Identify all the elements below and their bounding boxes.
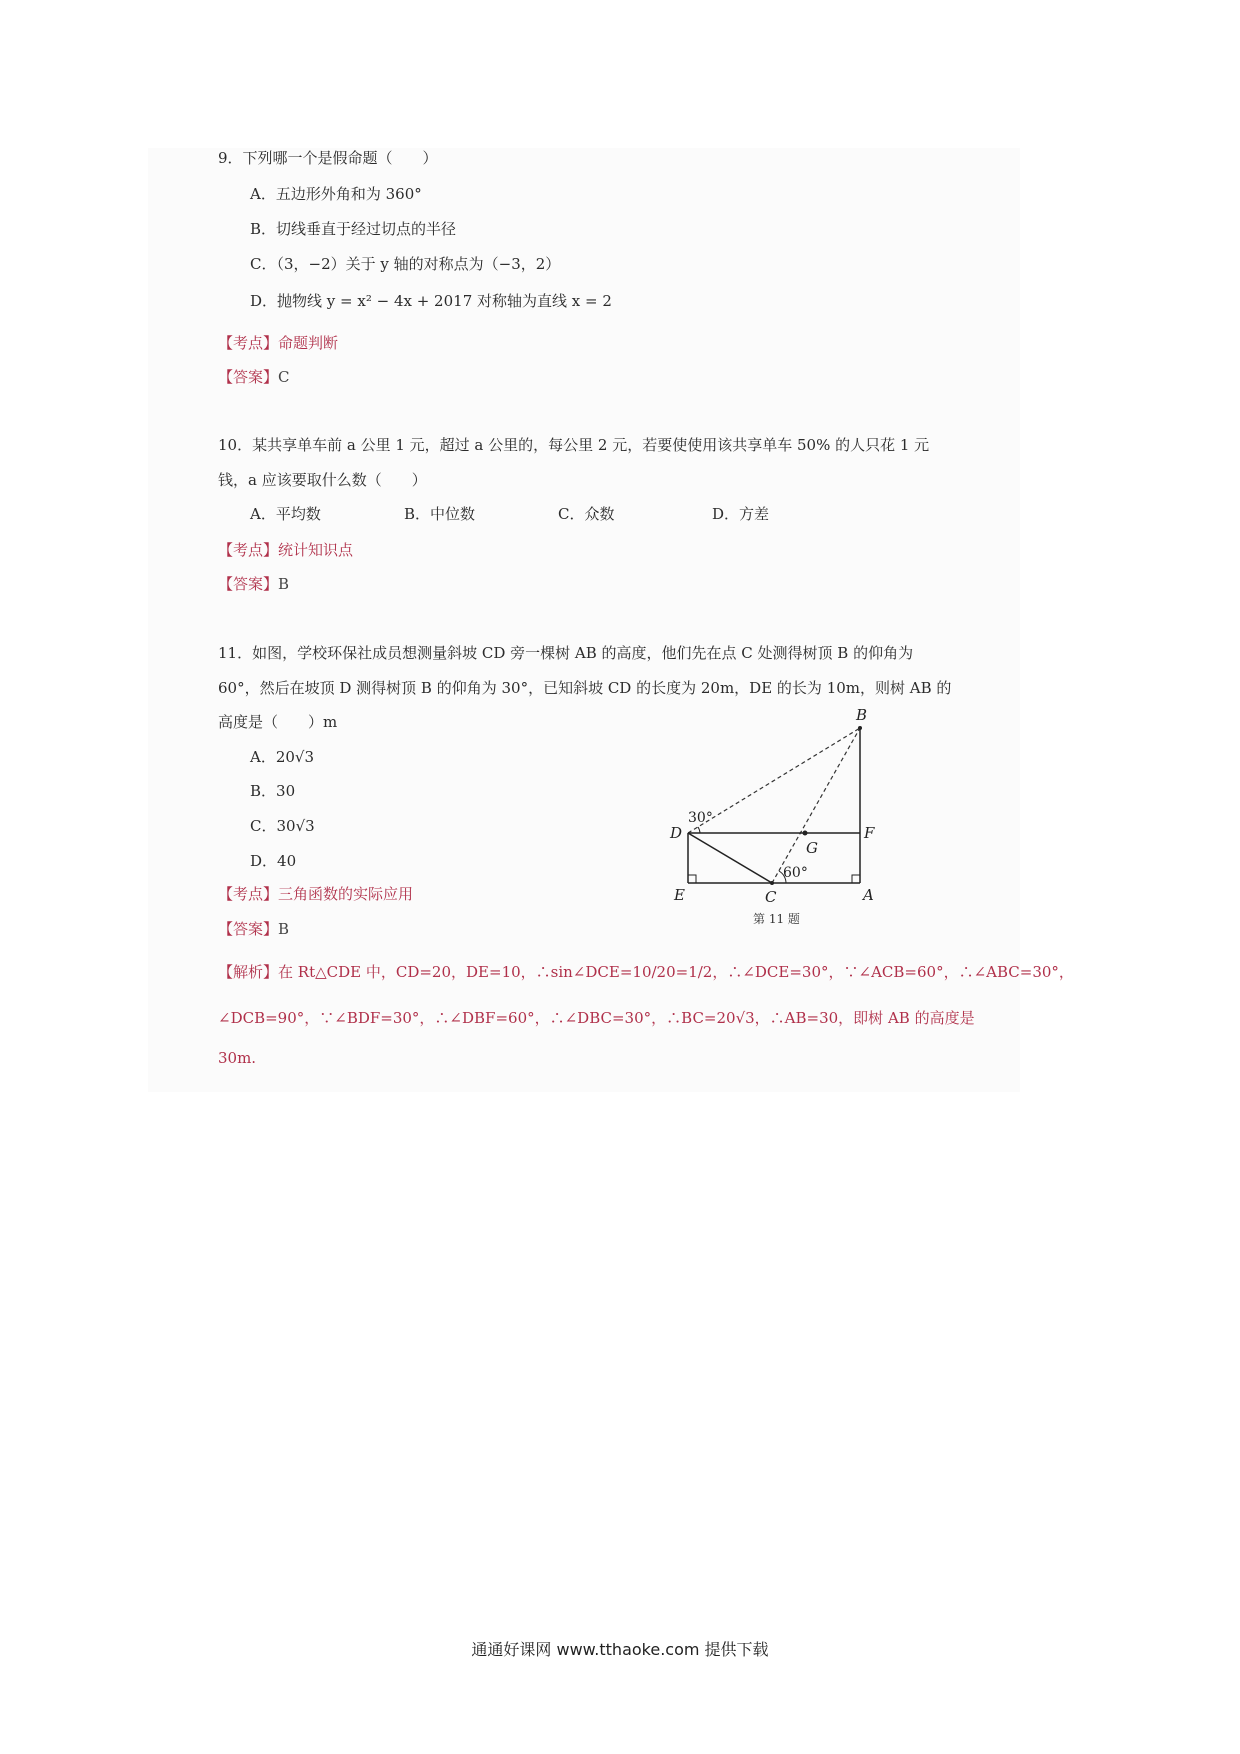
jiexi-tag: 【解析】 xyxy=(218,963,279,981)
line-cb xyxy=(772,728,860,883)
answer-value: B xyxy=(278,575,290,593)
answer-value: B xyxy=(278,920,290,938)
line-db xyxy=(688,728,860,833)
answer-value: C xyxy=(278,368,290,386)
q9-option-a: A．五边形外角和为 360° xyxy=(250,185,422,203)
label-d: D xyxy=(670,824,683,842)
q9-stem: 9．下列哪一个是假命题（ ） xyxy=(218,149,438,167)
angle-label-30: 30° xyxy=(688,810,713,826)
kaodian-tag: 【考点】 xyxy=(218,541,279,559)
q9-kaodian xyxy=(218,333,338,353)
q11-jiexi-line2: ∠DCB=90°，∵∠BDF=30°，∴∠DBF=60°，∴∠DBC=30°，∴BC=20√3，∴AB=30，即树 AB 的高度是 xyxy=(218,1009,975,1027)
label-g: G xyxy=(806,839,818,857)
point-c xyxy=(770,881,774,885)
angle-label-60: 60° xyxy=(783,865,808,881)
answer-tag: 【答案】 xyxy=(218,920,279,938)
scanned-page xyxy=(148,148,1020,1092)
right-angle-e xyxy=(688,875,696,883)
q10-answer xyxy=(218,574,289,594)
q11-option-d: D．40 xyxy=(250,852,297,870)
q10-option-b: B．中位数 xyxy=(404,505,476,523)
q11-jiexi-line1 xyxy=(218,962,1074,982)
kaodian-tag: 【考点】 xyxy=(218,885,279,903)
q11-figure xyxy=(650,705,910,935)
q9-option-b: B．切线垂直于经过切点的半径 xyxy=(250,220,457,238)
q10-stem-line2: 钱，a 应该要取什么数（ ） xyxy=(218,471,427,489)
kaodian-text: 统计知识点 xyxy=(278,541,354,559)
point-g xyxy=(803,831,808,836)
q9-answer xyxy=(218,367,290,387)
label-f: F xyxy=(864,824,875,842)
q9-option-c: C．（3，−2）关于 y 轴的对称点为（−3，2） xyxy=(250,255,561,273)
q10-kaodian xyxy=(218,540,353,560)
q11-option-c: C．30√3 xyxy=(250,817,315,835)
right-angle-a xyxy=(852,875,860,883)
q11-jiexi-line3: 30m. xyxy=(218,1049,257,1067)
q10-option-c: C．众数 xyxy=(558,505,615,523)
q11-option-a: A．20√3 xyxy=(250,748,315,766)
q11-answer xyxy=(218,919,289,939)
q11-kaodian xyxy=(218,884,413,904)
q11-option-b: B．30 xyxy=(250,782,296,800)
answer-tag: 【答案】 xyxy=(218,575,279,593)
kaodian-text: 命题判断 xyxy=(278,334,339,352)
jiexi-text: 在 Rt△CDE 中，CD=20，DE=10，∴sin∠DCE=10/20=1/2，∴∠DCE=30°，∵∠ACB=60°，∴∠ABC=30°， xyxy=(278,963,1074,981)
q10-option-d: D．方差 xyxy=(712,505,770,523)
q9-option-d: D．抛物线 y = x² − 4x + 2017 对称轴为直线 x = 2 xyxy=(250,292,612,310)
kaodian-text: 三角函数的实际应用 xyxy=(278,885,414,903)
label-a: A xyxy=(863,886,874,904)
line-dc xyxy=(688,833,772,883)
q10-stem-line1: 10．某共享单车前 a 公里 1 元，超过 a 公里的，每公里 2 元，若要使使用该共享单车 50% 的人只花 1 元 xyxy=(218,436,930,454)
q11-stem-line1: 11．如图，学校环保社成员想测量斜坡 CD 旁一棵树 AB 的高度，他们先在点 C 处测得树顶 B 的仰角为 xyxy=(218,644,914,662)
page-footer: 通通好课网 www.tthaoke.com 提供下载 xyxy=(471,1640,769,1659)
angle-arc-d xyxy=(698,827,700,833)
label-e: E xyxy=(674,886,685,904)
figure-caption: 第 11 题 xyxy=(753,912,800,926)
label-c: C xyxy=(765,888,777,906)
kaodian-tag: 【考点】 xyxy=(218,334,279,352)
q11-stem-line3: 高度是（ ）m xyxy=(218,713,338,731)
point-b xyxy=(858,726,862,730)
q10-option-a: A．平均数 xyxy=(250,505,321,523)
label-b: B xyxy=(856,706,868,724)
q11-stem-line2: 60°，然后在坡顶 D 测得树顶 B 的仰角为 30°，已知斜坡 CD 的长度为 20m，DE 的长为 10m，则树 AB 的 xyxy=(218,679,952,697)
answer-tag: 【答案】 xyxy=(218,368,279,386)
